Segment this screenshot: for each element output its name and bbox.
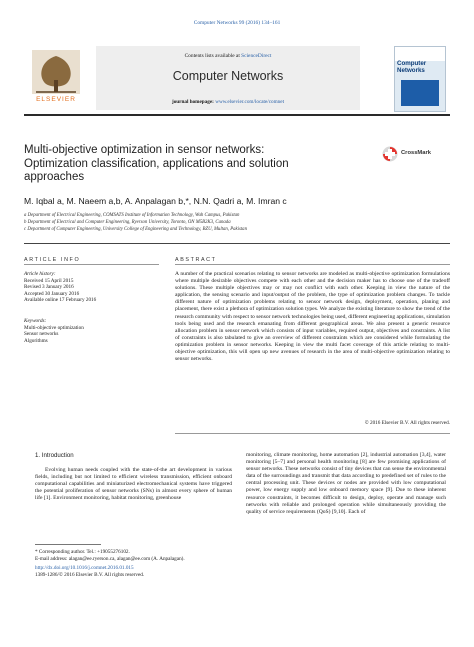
authors-divider	[24, 243, 450, 244]
contents-line	[96, 53, 360, 59]
keywords	[24, 318, 159, 344]
issn-line: 1389-1286/© 2016 Elsevier B.V. All rights reserved.	[35, 571, 145, 578]
journal-cover	[394, 46, 446, 112]
article-info-divider	[24, 264, 159, 265]
introduction-left-column: Evolving human needs coupled with the state-of-the art development in various fields, including but not limited to efficient wireless transmission, efficient onboard computational capabilities and miniaturized electromechanical systems have triggered the potential proliferation of sensor networks (SNs) in almost every sphere of human life [1]. Environment monitoring, habitat monitoring, greenhouse	[35, 467, 232, 502]
history-received: Received 15 April 2015	[24, 277, 74, 284]
sciencedirect-link[interactable]: ScienceDirect	[241, 53, 272, 59]
history-label: Article history:	[24, 271, 56, 277]
introduction-right-column: monitoring, climate monitoring, home automation [2], industrial automation [3,4], water monitoring [5–7] and personal health monitoring [8] are few promising applications of sensor networks. These networks consist of tiny devices that can sense the environmental data of the surroundings and transmit that data according to predefined set of rules to the central processing unit. These devices or nodes are provided with low computational power, low energy supply and low onboard memory space [9]. Due to these inherent resource constraints, it becomes difficult to design, deploy, operate and manage such networks with reliable and prolonged operation while simultaneously providing the quality of service requirements (QoS) [9,10]. Each of	[246, 452, 446, 515]
article-title	[24, 144, 374, 185]
abstract-divider	[175, 264, 450, 265]
title-line-1: Multi-objective optimization in sensor networks:	[24, 144, 265, 156]
cover-title-line-1: Computer	[397, 60, 427, 67]
article-history	[24, 271, 159, 304]
title-line-2: Optimization classification, applications and solution	[24, 157, 289, 170]
publisher-name: ELSEVIER	[36, 96, 76, 103]
email-address[interactable]: E-mail address: alagan@ee.ryerson.ca, alagan@ee.com (A. Anpalagan).	[35, 555, 185, 562]
history-online: Available online 17 February 2016	[24, 297, 97, 304]
abstract-heading: ABSTRACT	[175, 257, 217, 263]
abstract-end-divider	[175, 433, 450, 434]
cover-title	[397, 61, 443, 74]
article-info-heading: ARTICLE INFO	[24, 257, 81, 263]
footnote	[35, 549, 235, 578]
affiliation-b: b Department of Electrical and Computer Engineering, Ryerson University, Toronto, ON M5B2K3, Canada	[24, 220, 231, 225]
title-line-3: approaches	[24, 171, 85, 184]
cover-title-line-2: Networks	[397, 66, 425, 74]
footnote-divider	[35, 544, 101, 545]
affiliation-c: c Department of Computer Engineering, University College of Engineering and Technology, BZU, Multan, Pakistan	[24, 227, 247, 232]
history-accepted: Accepted 30 January 2016	[24, 290, 80, 297]
homepage-line	[96, 99, 360, 105]
crossmark-badge[interactable]	[382, 146, 442, 162]
abstract-text: A number of the practical scenarios relating to sensor networks are modeled as multi-objective optimization formulations where multiple desirable objectives compete with each other and the decision maker has to choose one of the tradeoff solutions. These multiple objectives may or may not conflict with each other. Keeping in view the nature of the application, the sensing scenario and input/output of the problem, the type of optimization problem changes. To tackle different nature of optimization problems relating to sensor network design, deployment, operation, planing and placement, there exist a plethora of optimization solution types. We analyze the existing literature to show the trend of the research community with respect to sensor network technologies being used, different engineering applications, simulation tools being used and the research emanating from different geographical areas. We also present a generic resource allocation problem in sensor network which consists of input variables, required output, objectives and constraints. A list of constraints is also tabulated to give an overview of different constraints which are considered while formulating the optimization problem in sensor networks. Keeping in view the multi facet coverage of this article relating to multi-objective optimization, this will open up new avenues of research in the area of multi-objective optimization relating to sensor networks.	[175, 271, 451, 363]
crossmark-icon	[382, 146, 398, 162]
crossmark-label: CrossMark	[401, 150, 431, 156]
contents-prefix: Contents lists available at	[184, 53, 242, 59]
cover-artwork	[401, 80, 439, 106]
header-divider	[24, 114, 450, 116]
history-revised: Revised 3 January 2016	[24, 284, 74, 291]
homepage-link[interactable]: www.elsevier.com/locate/comnet	[215, 99, 285, 105]
keyword-item: Sensor networks	[24, 331, 59, 338]
corresponding-author: * Corresponding author. Tel.: +19055276102.	[35, 549, 130, 555]
keyword-item: Algorithms	[24, 337, 48, 344]
journal-title: Computer Networks	[172, 69, 284, 83]
keyword-item: Multi-objective optimization	[24, 324, 84, 331]
abstract-copyright: © 2016 Elsevier B.V. All rights reserved.	[364, 420, 450, 426]
author-list: M. Iqbal a, M. Naeem a,b, A. Anpalagan b,*, N.N. Qadri a, M. Imran c	[24, 196, 287, 206]
keywords-label: Keywords:	[24, 318, 47, 324]
doi-link[interactable]: http://dx.doi.org/10.1016/j.comnet.2016.01.015	[35, 565, 134, 572]
elsevier-logo	[24, 46, 88, 112]
journal-citation[interactable]: Computer Networks 99 (2016) 134–161	[193, 20, 281, 26]
cover-header	[395, 47, 445, 61]
homepage-prefix: journal homepage:	[171, 99, 216, 105]
affiliation-a: a Department of Electrical Engineering, COMSATS Institute of Information Technology, Wah Campus, Pakistan	[24, 213, 240, 218]
introduction-heading: 1. Introduction	[35, 452, 74, 459]
